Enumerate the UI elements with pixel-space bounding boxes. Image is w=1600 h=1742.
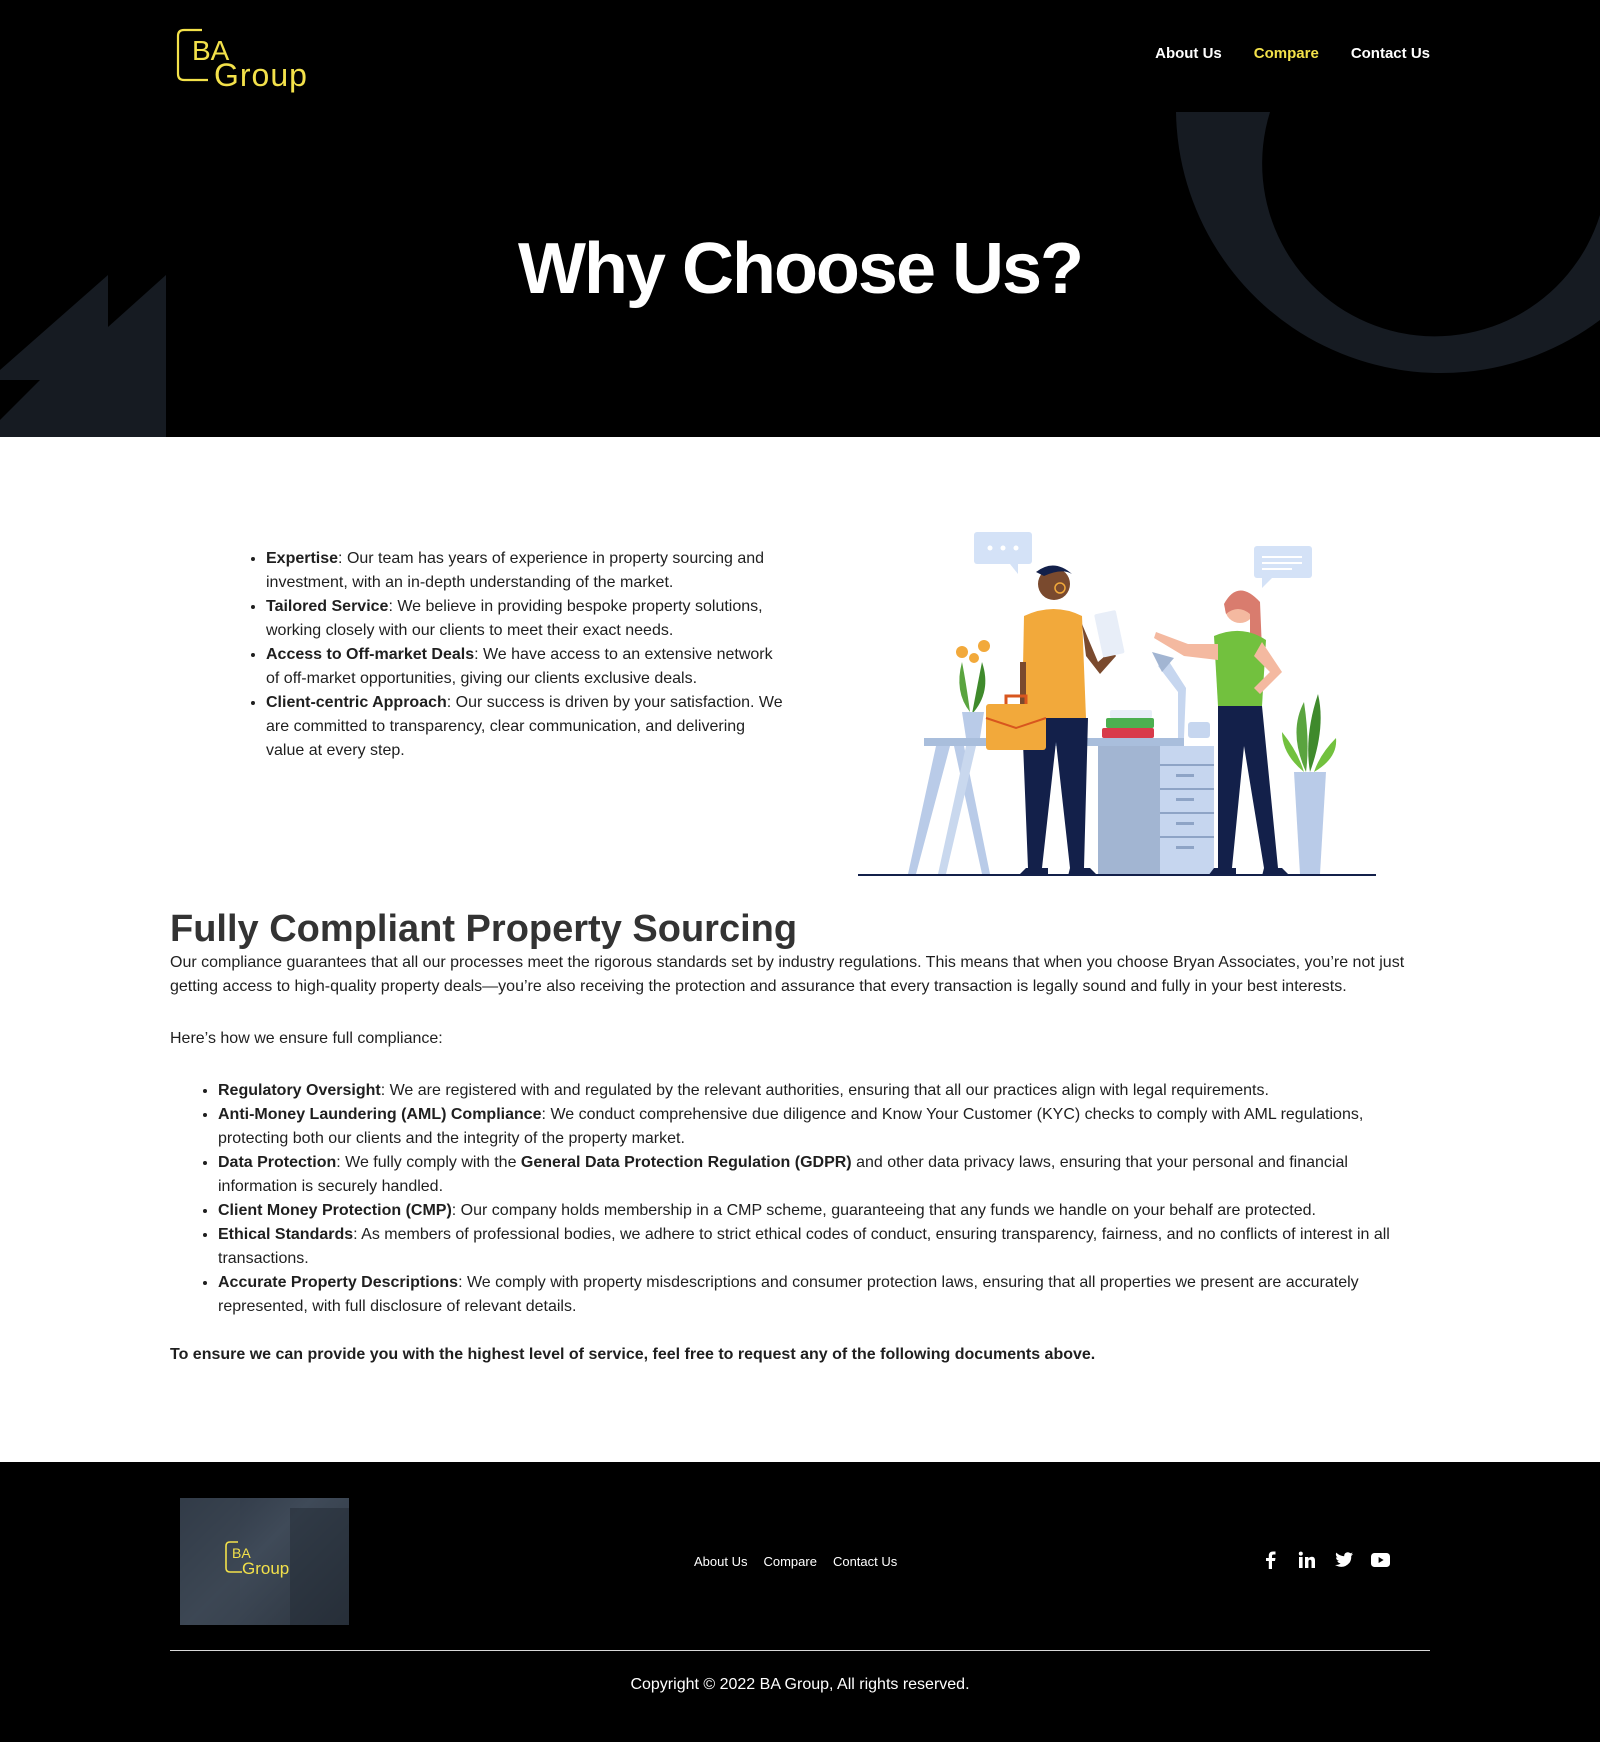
linkedin-icon[interactable] — [1297, 1550, 1316, 1569]
benefit-term: Expertise — [266, 550, 339, 567]
list-item — [218, 1079, 1430, 1103]
compliance-heading: Fully Compliant Property Sourcing — [170, 908, 798, 950]
compliance-term: Accurate Property Descriptions — [218, 1274, 459, 1291]
main-nav — [1155, 45, 1430, 62]
footer-nav-about-us[interactable]: About Us — [694, 1554, 748, 1569]
site-footer — [0, 1462, 1600, 1742]
footer-logo-text-group: Group — [242, 1559, 290, 1578]
list-item — [218, 1151, 1430, 1199]
compliance-text: : We comply with property misdescriptions and consumer protection laws, ensuring that all properties we present are accurately represented, with full disclosure of relevant details. — [218, 1274, 1359, 1315]
page-title: Why Choose Us? — [517, 229, 1083, 309]
twitter-icon[interactable] — [1334, 1550, 1353, 1569]
compliance-term: Client Money Protection (CMP) — [218, 1202, 452, 1219]
list-item — [266, 643, 786, 691]
footer-nav — [694, 1554, 897, 1569]
benefit-text: : Our success is driven by your satisfaction. We are committed to transparency, clear communication, and delivering value at every step. — [266, 694, 783, 759]
footer-logo-text-ba: BA — [232, 1545, 251, 1561]
benefit-text: : We believe in providing bespoke property solutions, working closely with our clients to meet their exact needs. — [266, 598, 763, 639]
footer-nav-contact-us[interactable]: Contact Us — [832, 1554, 898, 1569]
compliance-term: Data Protection — [218, 1154, 337, 1171]
list-item — [218, 1223, 1430, 1271]
youtube-icon[interactable] — [1371, 1550, 1390, 1569]
compliance-section — [0, 907, 1600, 1367]
hero-section — [0, 0, 1600, 437]
list-item — [266, 547, 786, 595]
benefit-term: Access to Off-market Deals — [266, 646, 475, 663]
compliance-text: : We fully comply with the — [336, 1154, 521, 1171]
compliance-lead: Our compliance guarantees that all our processes meet the rigorous standards set by industry regulations. This means that when you choose Bryan Associates, you’re not just getting access to high-quality property deals—you’re also receiving the protection and assurance that every transaction is legally sound and fully in your best interests. — [170, 954, 1405, 995]
facebook-icon[interactable] — [1260, 1550, 1279, 1569]
logo-text-ba: BA — [192, 35, 230, 66]
brand-logo[interactable] — [176, 20, 342, 94]
benefit-text: : We have access to an extensive network of off-market opportunities, giving our clients exclusive deals. — [266, 646, 773, 687]
compliance-list — [170, 1079, 1430, 1319]
compliance-term: Anti-Money Laundering (AML) Compliance — [218, 1106, 542, 1123]
compliance-text: : Our company holds membership in a CMP scheme, guaranteeing that any funds we handle on your behalf are protected. — [451, 1202, 1316, 1219]
nav-contact-us[interactable]: Contact Us — [1350, 45, 1430, 62]
compliance-text: and other data privacy laws, ensuring that your personal and financial information is securely handled. — [218, 1154, 1348, 1195]
compliance-term: Regulatory Oversight — [218, 1082, 381, 1099]
logo-text-group: Group — [214, 57, 308, 93]
compliance-text: : As members of professional bodies, we adhere to strict ethical codes of conduct, ensuring transparency, fairness, and no conflicts of interest in all transactions. — [218, 1226, 1390, 1267]
footer-logo[interactable] — [180, 1498, 349, 1625]
compliance-closing: To ensure we can provide you with the highest level of service, feel free to request any of the following documents above. — [170, 1346, 1096, 1363]
list-item — [266, 691, 786, 763]
benefit-term: Client-centric Approach — [266, 694, 447, 711]
compliance-term: General Data Protection Regulation (GDPR) — [520, 1154, 852, 1171]
footer-nav-compare[interactable]: Compare — [763, 1554, 817, 1569]
copyright-text: Copyright © 2022 BA Group, All rights reserved. — [630, 1676, 970, 1693]
benefit-term: Tailored Service — [266, 598, 389, 615]
social-links — [1260, 1550, 1390, 1569]
compliance-howto: Here’s how we ensure full compliance: — [170, 1030, 443, 1047]
office-illustration — [858, 532, 1378, 884]
benefits-list — [244, 547, 786, 763]
list-item — [218, 1199, 1430, 1223]
footer-divider — [170, 1650, 1430, 1651]
intro-section — [0, 437, 1600, 907]
nav-compare[interactable]: Compare — [1253, 45, 1319, 62]
compliance-term: Ethical Standards — [218, 1226, 354, 1243]
list-item — [266, 595, 786, 643]
compliance-text: : We conduct comprehensive due diligence and Know Your Customer (KYC) checks to comply with AML regulations, protecting both our clients and the integrity of the property market. — [218, 1106, 1364, 1147]
list-item — [218, 1271, 1430, 1319]
nav-about-us[interactable]: About Us — [1155, 45, 1222, 62]
compliance-text: : We are registered with and regulated by the relevant authorities, ensuring that all our practices align with legal requirements. — [380, 1082, 1269, 1099]
list-item — [218, 1103, 1430, 1151]
benefit-text: : Our team has years of experience in property sourcing and investment, with an in-depth understanding of the market. — [266, 550, 765, 591]
